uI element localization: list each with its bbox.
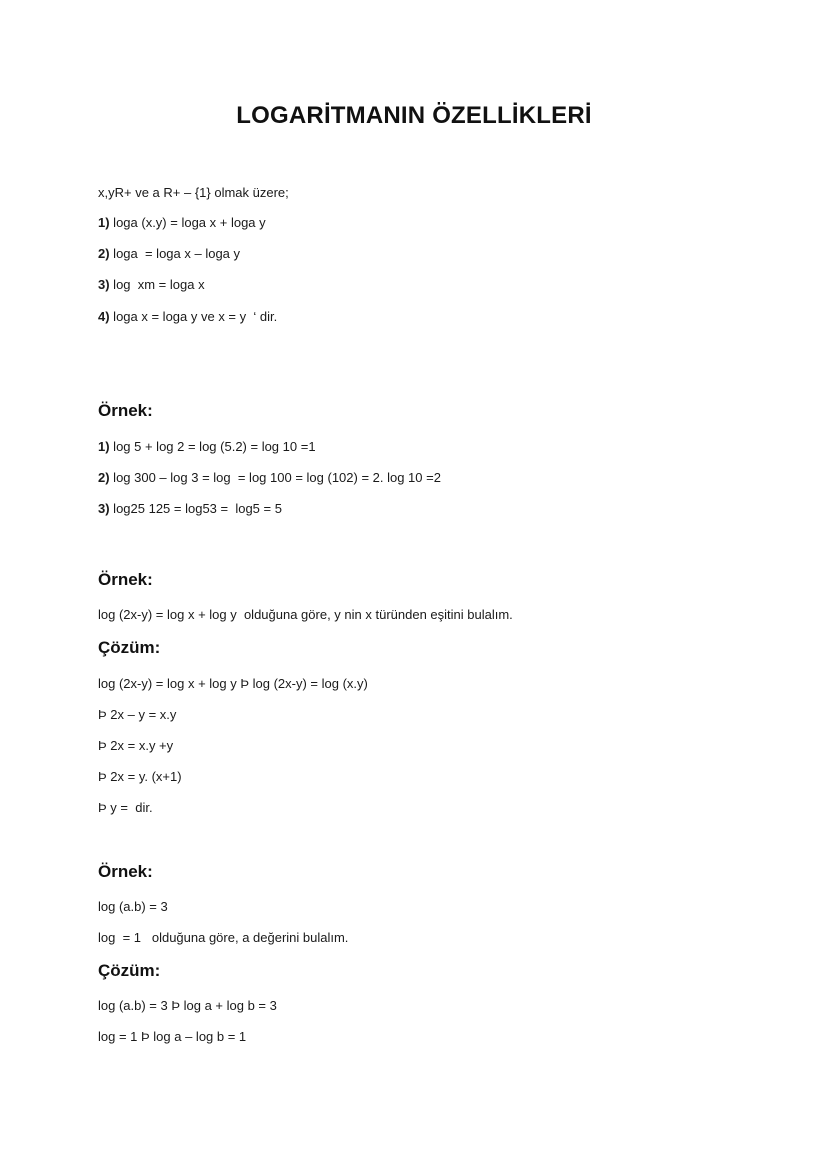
example-2-question: log (2x-y) = log x + log y olduğuna göre, y nin x türünden eşitini bulalım.: [98, 607, 513, 622]
item-text: log 5 + log 2 = log (5.2) = log 10 =1: [109, 439, 316, 454]
property-number: 4): [98, 309, 110, 324]
property-text: log xm = loga x: [109, 277, 205, 292]
example-1-item-1: [98, 439, 316, 455]
property-text: loga = loga x – loga y: [109, 246, 241, 261]
property-text: loga x = loga y ve x = y ‘ dir.: [109, 309, 278, 324]
item-number: 2): [98, 470, 110, 485]
page-title: LOGARİTMANIN ÖZELLİKLERİ: [236, 102, 592, 129]
example-2-step: Þ y = dir.: [98, 800, 153, 815]
property-2: [98, 246, 240, 262]
property-number: 2): [98, 246, 110, 261]
item-text: log25 125 = log53 = log5 = 5: [109, 501, 282, 516]
example-3-line: log = 1 olduğuna göre, a değerini bulalım.: [98, 930, 349, 945]
example-2-step: Þ 2x – y = x.y: [98, 707, 177, 722]
example-3-line: log (a.b) = 3: [98, 899, 168, 914]
example-2-step: log (2x-y) = log x + log y Þ log (2x-y) = log (x.y): [98, 676, 368, 691]
example-1-item-2: [98, 470, 441, 486]
example-2-step: Þ 2x = y. (x+1): [98, 769, 182, 784]
item-text: log 300 – log 3 = log = log 100 = log (102) = 2. log 10 =2: [109, 470, 441, 485]
example-2-solution-heading: Çözüm:: [98, 638, 161, 657]
example-3-heading: Örnek:: [98, 862, 153, 881]
example-1-item-3: [98, 501, 282, 517]
example-3-step: log (a.b) = 3 Þ log a + log b = 3: [98, 998, 277, 1013]
property-number: 3): [98, 277, 110, 292]
example-3-solution-heading: Çözüm:: [98, 961, 161, 980]
intro-text: x,yR+ ve a R+ – {1} olmak üzere;: [98, 185, 289, 200]
item-number: 1): [98, 439, 110, 454]
property-1: [98, 215, 266, 231]
example-1-heading: Örnek:: [98, 401, 153, 420]
example-2-heading: Örnek:: [98, 570, 153, 589]
property-3: [98, 277, 205, 293]
property-4: [98, 309, 277, 325]
example-3-step: log = 1 Þ log a – log b = 1: [98, 1029, 247, 1044]
item-number: 3): [98, 501, 110, 516]
example-2-step: Þ 2x = x.y +y: [98, 738, 174, 753]
property-text: loga (x.y) = loga x + loga y: [109, 215, 266, 230]
property-number: 1): [98, 215, 110, 230]
